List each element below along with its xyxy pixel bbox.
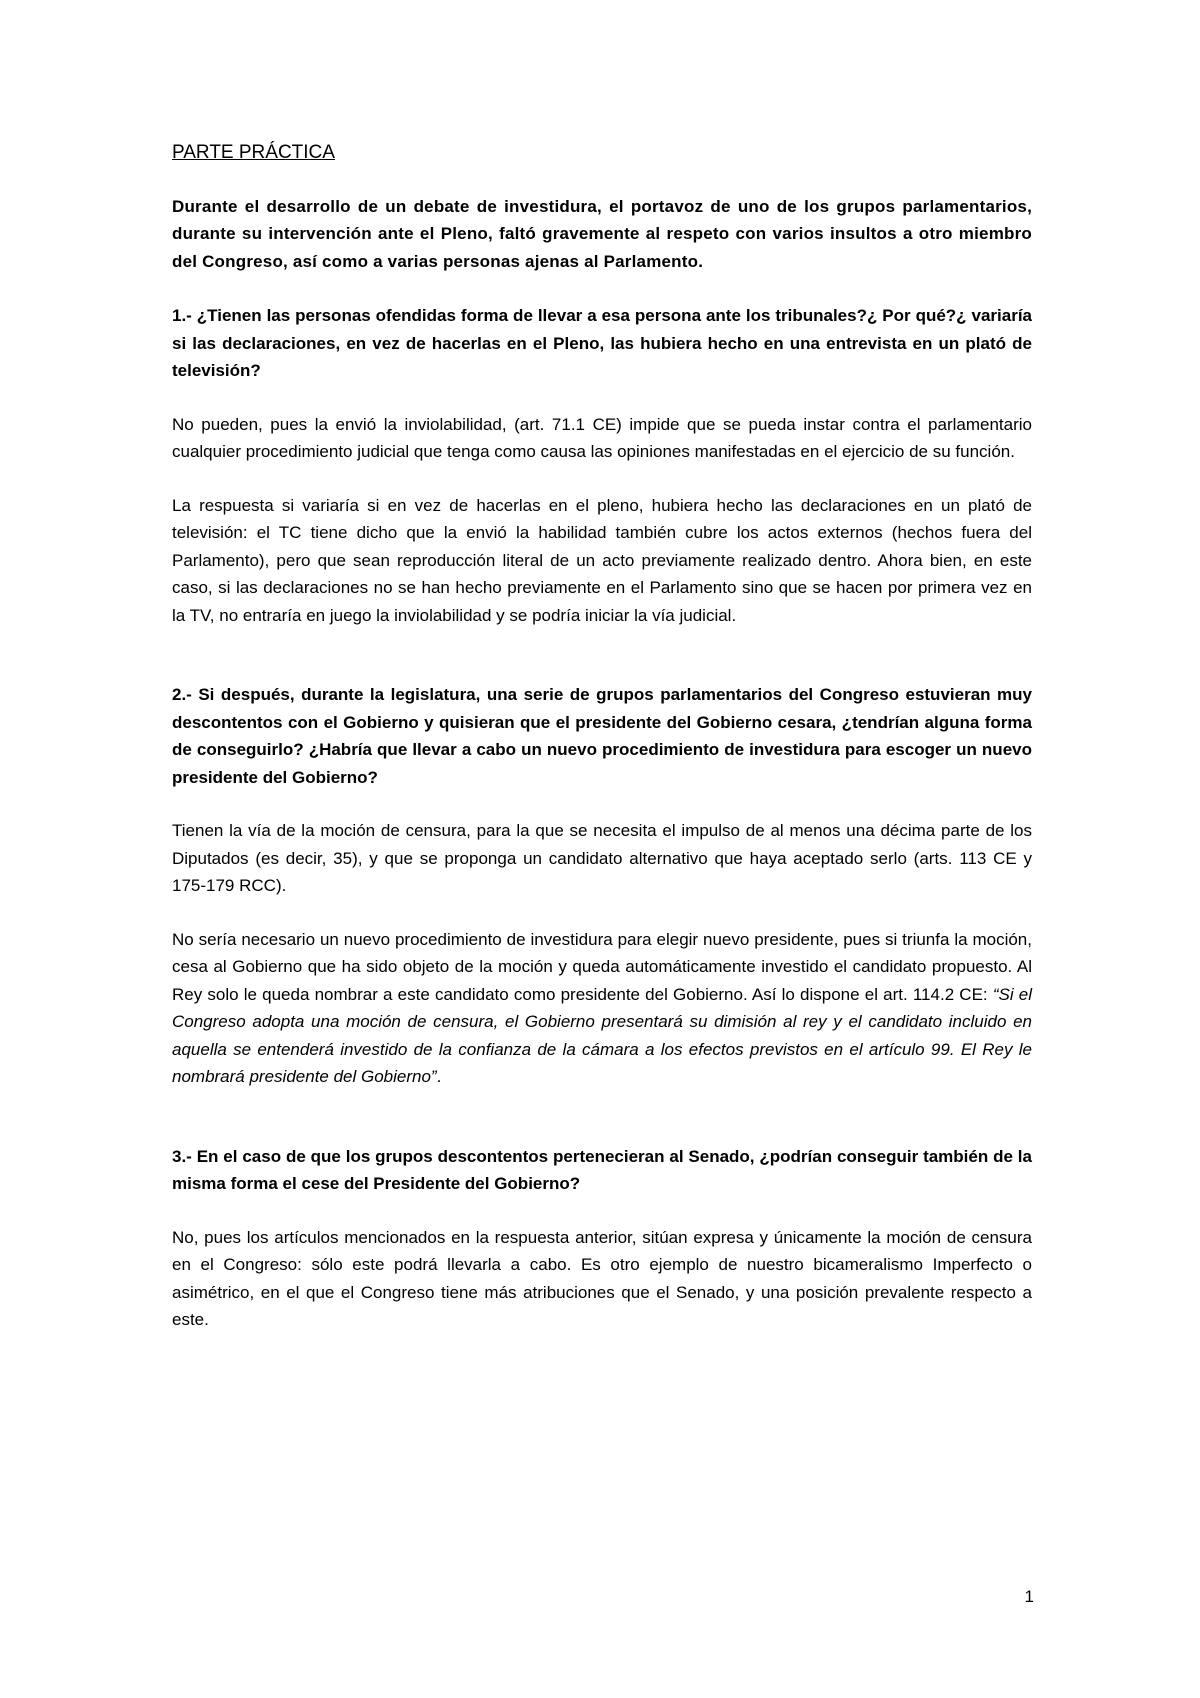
answer-1-paragraph-2: La respuesta si variaría si en vez de hacerlas en el pleno, hubiera hecho las declaraciones en un plató de televisión: el TC tiene dicho que la envió la habilidad también cubre los actos externos (hechos fuera del Parlamento), pero que sean reproducción literal de un acto previamente realizado dentro. Ahora bien, en este caso, si las declaraciones no se han hecho previamente en el Parlamento sino que se hacen por primera vez en la TV, no entraría en juego la inviolabilidad y se podría iniciar la vía judicial.	[172, 495, 1032, 625]
answer-2-period: .	[436, 1067, 442, 1087]
case-statement: Durante el desarrollo de un debate de investidura, el portavoz de uno de los grupos parlamentarios, durante su intervención ante el Pleno, faltó gravemente al respeto con varios insultos a otro miembro del Congreso, así como a varias personas ajenas al Parlamento.	[172, 196, 1032, 271]
answer-2-paragraph-2	[172, 926, 1032, 1091]
answer-3-paragraph-1: No, pues los artículos mencionados en la respuesta anterior, sitúan expresa y únicamente la moción de censura en el Congreso: sólo este podrá llevarla a cabo. Es otro ejemplo de nuestro bicameralismo Imperfecto o asimétrico, en el que el Congreso tiene más atribuciones que el Senado, y una posición prevalente respecto a este.	[172, 1227, 1032, 1330]
question-1: 1.- ¿Tienen las personas ofendidas forma de llevar a esa persona ante los tribunales?¿ Por qué?¿ variaría si las declaraciones, en vez de hacerlas en el Pleno, las hubiera hecho en una entrevista en un plató de televisión?	[172, 306, 1032, 381]
document-body	[172, 142, 1032, 1334]
question-2: 2.- Si después, durante la legislatura, una serie de grupos parlamentarios del Congreso estuvieran muy descontentos con el Gobierno y quisieran que el presidente del Gobierno cesara, ¿tendrían alguna forma de conseguirlo? ¿Habría que llevar a cabo un nuevo procedimiento de investidura para escoger un nuevo presidente del Gobierno?	[172, 685, 1032, 787]
page-number: 1	[1024, 1587, 1034, 1606]
constitution-quote: “Si el Congreso adopta una moción de censura, el Gobierno presentará su dimisión al rey y el candidato incluido en aquella se entenderá investido de la confianza de la cámara a los efectos previstos en el artículo 99. El Rey le nombrará presidente del Gobierno”	[172, 984, 1033, 1087]
page-title: PARTE PRÁCTICA	[172, 142, 335, 163]
answer-2-text: No sería necesario un nuevo procedimiento de investidura para elegir nuevo presidente, pues si triunfa la moción, cesa al Gobierno que ha sido objeto de la moción y queda automáticamente investido el candidato propuesto. Al Rey solo le queda nombrar a este candidato como presidente del Gobierno. Así lo dispone el art. 114.2 CE:	[172, 929, 1032, 1004]
answer-1-paragraph-1: No pueden, pues la envió la inviolabilidad, (art. 71.1 CE) impide que se pueda instar contra el parlamentario cualquier procedimiento judicial que tenga como causa las opiniones manifestadas en el ejercicio de su función.	[172, 414, 1032, 462]
question-3: 3.- En el caso de que los grupos descontentos pertenecieran al Senado, ¿podrían conseguir también de la misma forma el cese del Presidente del Gobierno?	[172, 1146, 1032, 1194]
answer-2-paragraph-1: Tienen la vía de la moción de censura, para la que se necesita el impulso de al menos una décima parte de los Diputados (es decir, 35), y que se proponga un candidato alternativo que haya aceptado serlo (arts. 113 CE y 175-179 RCC).	[172, 821, 1032, 896]
